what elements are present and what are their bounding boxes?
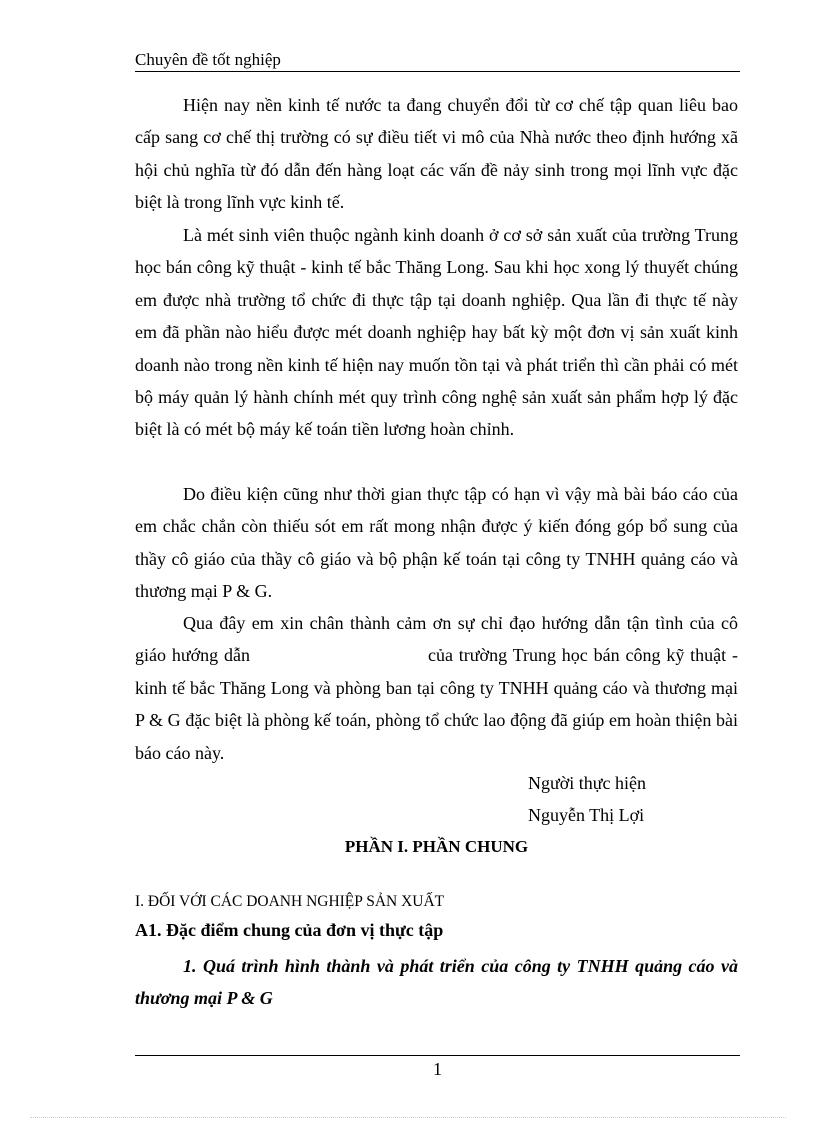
part-title: PHẦN I. PHẦN CHUNG — [344, 837, 529, 856]
page-bottom-dotted-border — [30, 1117, 786, 1118]
intro-paragraph-3: Do điều kiện cũng như thời gian thực tập có hạn vì vậy mà bài báo cáo của em chắc chắn còn thiếu sót em rất mong nhận được ý kiến đóng góp bổ sung của thầy cô giáo của thầy cô giáo và bộ phận kế toán tại công ty TNHH quảng cáo và thương mại P & G. — [135, 484, 738, 602]
signature-name: Nguyễn Thị Lợi — [528, 805, 645, 825]
header-title: Chuyên đề tốt nghiệp — [135, 50, 281, 69]
thanks-paragraph — [135, 607, 738, 769]
intro-paragraph-1: Hiện nay nền kinh tế nước ta đang chuyển đổi từ cơ chế tập quan liêu bao cấp sang cơ chế thị trường có sự điều tiết vi mô của Nhà nước theo định hướng xã hội chủ nghĩa từ đó dẫn đến hàng loạt các vấn đề nảy sinh trong mọi lĩnh vực đặc biệt là trong lĩnh vực kinh tế. — [135, 95, 738, 213]
item-heading: 1. Quá trình hình thành và phát triển của công ty TNHH quảng cáo và thương mại P & G — [135, 956, 738, 1008]
thanks-text-part2: của trường Trung học bán công kỹ thuật - kinh tế bắc Thăng Long và phòng ban tại công ty TNHH quảng cáo và thương mại P & G đặc biệt là phòng kế toán, phòng tổ chức lao động đã giúp em hoàn thiện bài báo cáo này. — [135, 645, 739, 763]
footer-divider — [135, 1055, 740, 1056]
intro-paragraph-2: Là mét sinh viên thuộc ngành kinh doanh ở cơ sở sản xuất của trường Trung học bán công kỹ thuật - kinh tế bắc Thăng Long. Sau khi học xong lý thuyết chúng em được nhà trường tổ chức đi thực tập tại doanh nghiệp. Qua lần đi thực tế này em đã phần nào hiểu được mét doanh nghiệp hay bất kỳ một đơn vị sản xuất kinh doanh nào trong nền kinh tế hiện nay muốn tồn tại và phát triển thì cần phải có mét bộ máy quản lý hành chính mét quy trình công nghệ sản xuất sản phẩm hợp lý đặc biệt là có mét bộ máy kế toán tiền lương hoàn chỉnh. — [135, 225, 738, 440]
page-number: 1 — [433, 1059, 442, 1079]
section-title: I. ĐỐI VỚI CÁC DOANH NGHIỆP SẢN XUẤT — [135, 893, 445, 910]
thanks-text-part1: Qua đây em xin chân thành cảm ơn sự chỉ đạo hướng dẫn tận tình của cô giáo hướng dẫn — [135, 613, 738, 666]
signature-role: Người thực hiện — [528, 773, 647, 793]
subsection-title: A1. Đặc điểm chung của đơn vị thực tập — [135, 920, 444, 940]
page-header — [135, 50, 740, 72]
